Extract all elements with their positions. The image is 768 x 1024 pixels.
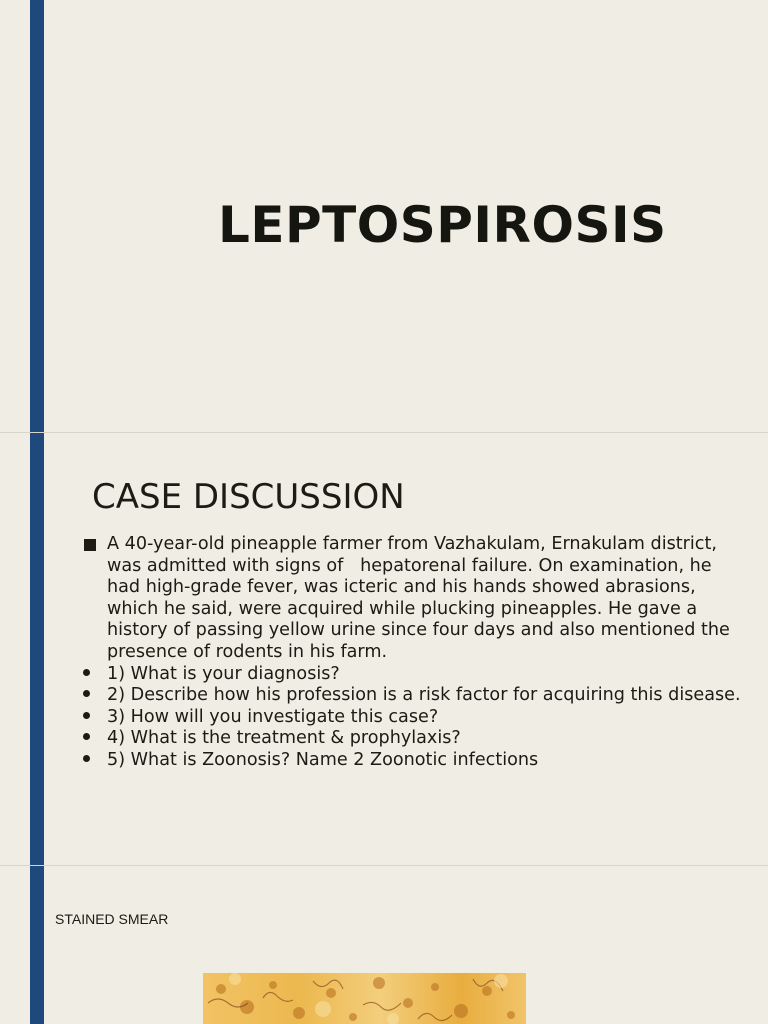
- case-content: [82, 534, 742, 772]
- list-item: [82, 707, 742, 729]
- list-item: [82, 728, 742, 750]
- question-text: 3) How will you investigate this case?: [107, 706, 439, 727]
- case-discussion-heading: CASE DISCUSSION: [92, 477, 405, 517]
- smear-texture: [203, 973, 526, 1024]
- question-text: 4) What is the treatment & prophylaxis?: [107, 728, 461, 749]
- accent-bar: [30, 433, 44, 865]
- bullet-icon: [83, 712, 90, 719]
- page-title: LEPTOSPIROSIS: [218, 196, 667, 254]
- list-item: [82, 664, 742, 686]
- list-item: [82, 685, 742, 707]
- square-bullet-icon: [84, 539, 96, 551]
- stained-smear-image: [203, 973, 526, 1024]
- accent-bar: [30, 866, 44, 1024]
- question-list: [82, 664, 742, 772]
- stained-smear-label: STAINED SMEAR: [55, 911, 169, 927]
- bullet-icon: [83, 690, 90, 697]
- list-item: [82, 750, 742, 772]
- case-text: A 40-year-old pineapple farmer from Vazhakulam, Ernakulam district, was admitted with signs of hepatorenal failure. On examination, he had high-grade fever, was icteric and his hands showed abrasions, which he said, were acquired while plucking pineapples. He gave a history of passing yellow urine since four days and also mentioned the presence of rodents in his farm.: [107, 534, 730, 662]
- slide-title: [0, 0, 768, 432]
- accent-bar: [30, 0, 44, 432]
- bullet-icon: [83, 733, 90, 740]
- bullet-icon: [83, 669, 90, 676]
- case-paragraph: [82, 534, 742, 664]
- bullet-icon: [83, 755, 90, 762]
- question-text: 5) What is Zoonosis? Name 2 Zoonotic infections: [107, 749, 539, 770]
- question-text: 2) Describe how his profession is a risk factor for acquiring this disease.: [107, 685, 741, 706]
- question-text: 1) What is your diagnosis?: [107, 663, 340, 684]
